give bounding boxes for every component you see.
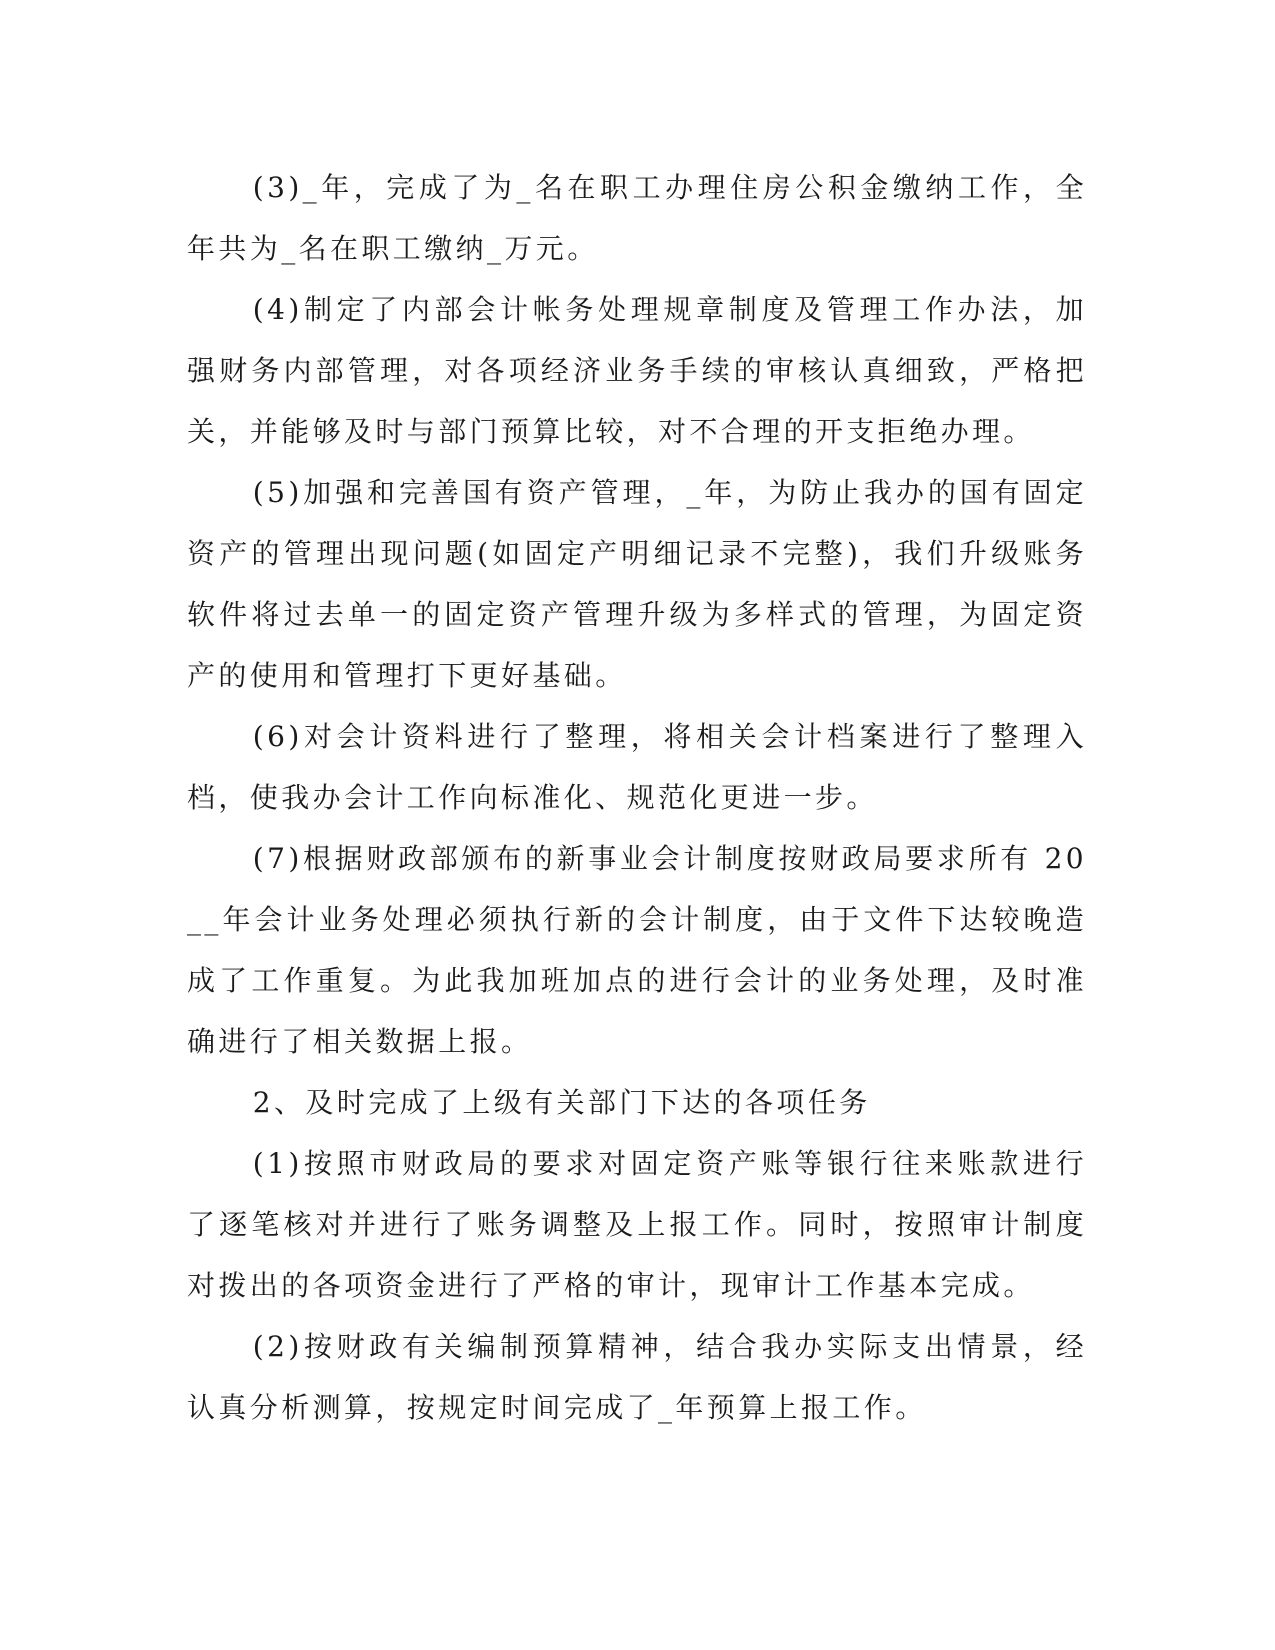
paragraph-item-1: (1)按照市财政局的要求对固定资产账等银行往来账款进行了逐笔核对并进行了账务调整及上报工作。同时，按照审计制度对拨出的各项资金进行了严格的审计，现审计工作基本完成。 [187,1147,1087,1302]
section-heading-2: 2、及时完成了上级有关部门下达的各项任务 [252,1086,871,1119]
document-body [187,157,1087,1438]
paragraph-item-6: (6)对会计资料进行了整理，将相关会计档案进行了整理入档，使我办会计工作向标准化、规范化更进一步。 [187,720,1087,814]
paragraph-item-2: (2)按财政有关编制预算精神，结合我办实际支出情景，经认真分析测算，按规定时间完成了_年预算上报工作。 [187,1330,1087,1424]
paragraph-item-3: (3)_年，完成了为_名在职工办理住房公积金缴纳工作，全年共为_名在职工缴纳_万元。 [187,171,1087,265]
paragraph-item-5: (5)加强和完善国有资产管理，_年，为防止我办的国有固定资产的管理出现问题(如固定产明细记录不完整)，我们升级账务软件将过去单一的固定资产管理升级为多样式的管理，为固定资产的使用和管理打下更好基础。 [187,476,1087,692]
paragraph-item-4: (4)制定了内部会计帐务处理规章制度及管理工作办法，加强财务内部管理，对各项经济业务手续的审核认真细致，严格把关，并能够及时与部门预算比较，对不合理的开支拒绝办理。 [187,293,1087,448]
paragraph-item-7: (7)根据财政部颁布的新事业会计制度按财政局要求所有 20__年会计业务处理必须执行新的会计制度，由于文件下达较晚造成了工作重复。为此我加班加点的进行会计的业务处理，及时准确进行了相关数据上报。 [187,842,1087,1058]
